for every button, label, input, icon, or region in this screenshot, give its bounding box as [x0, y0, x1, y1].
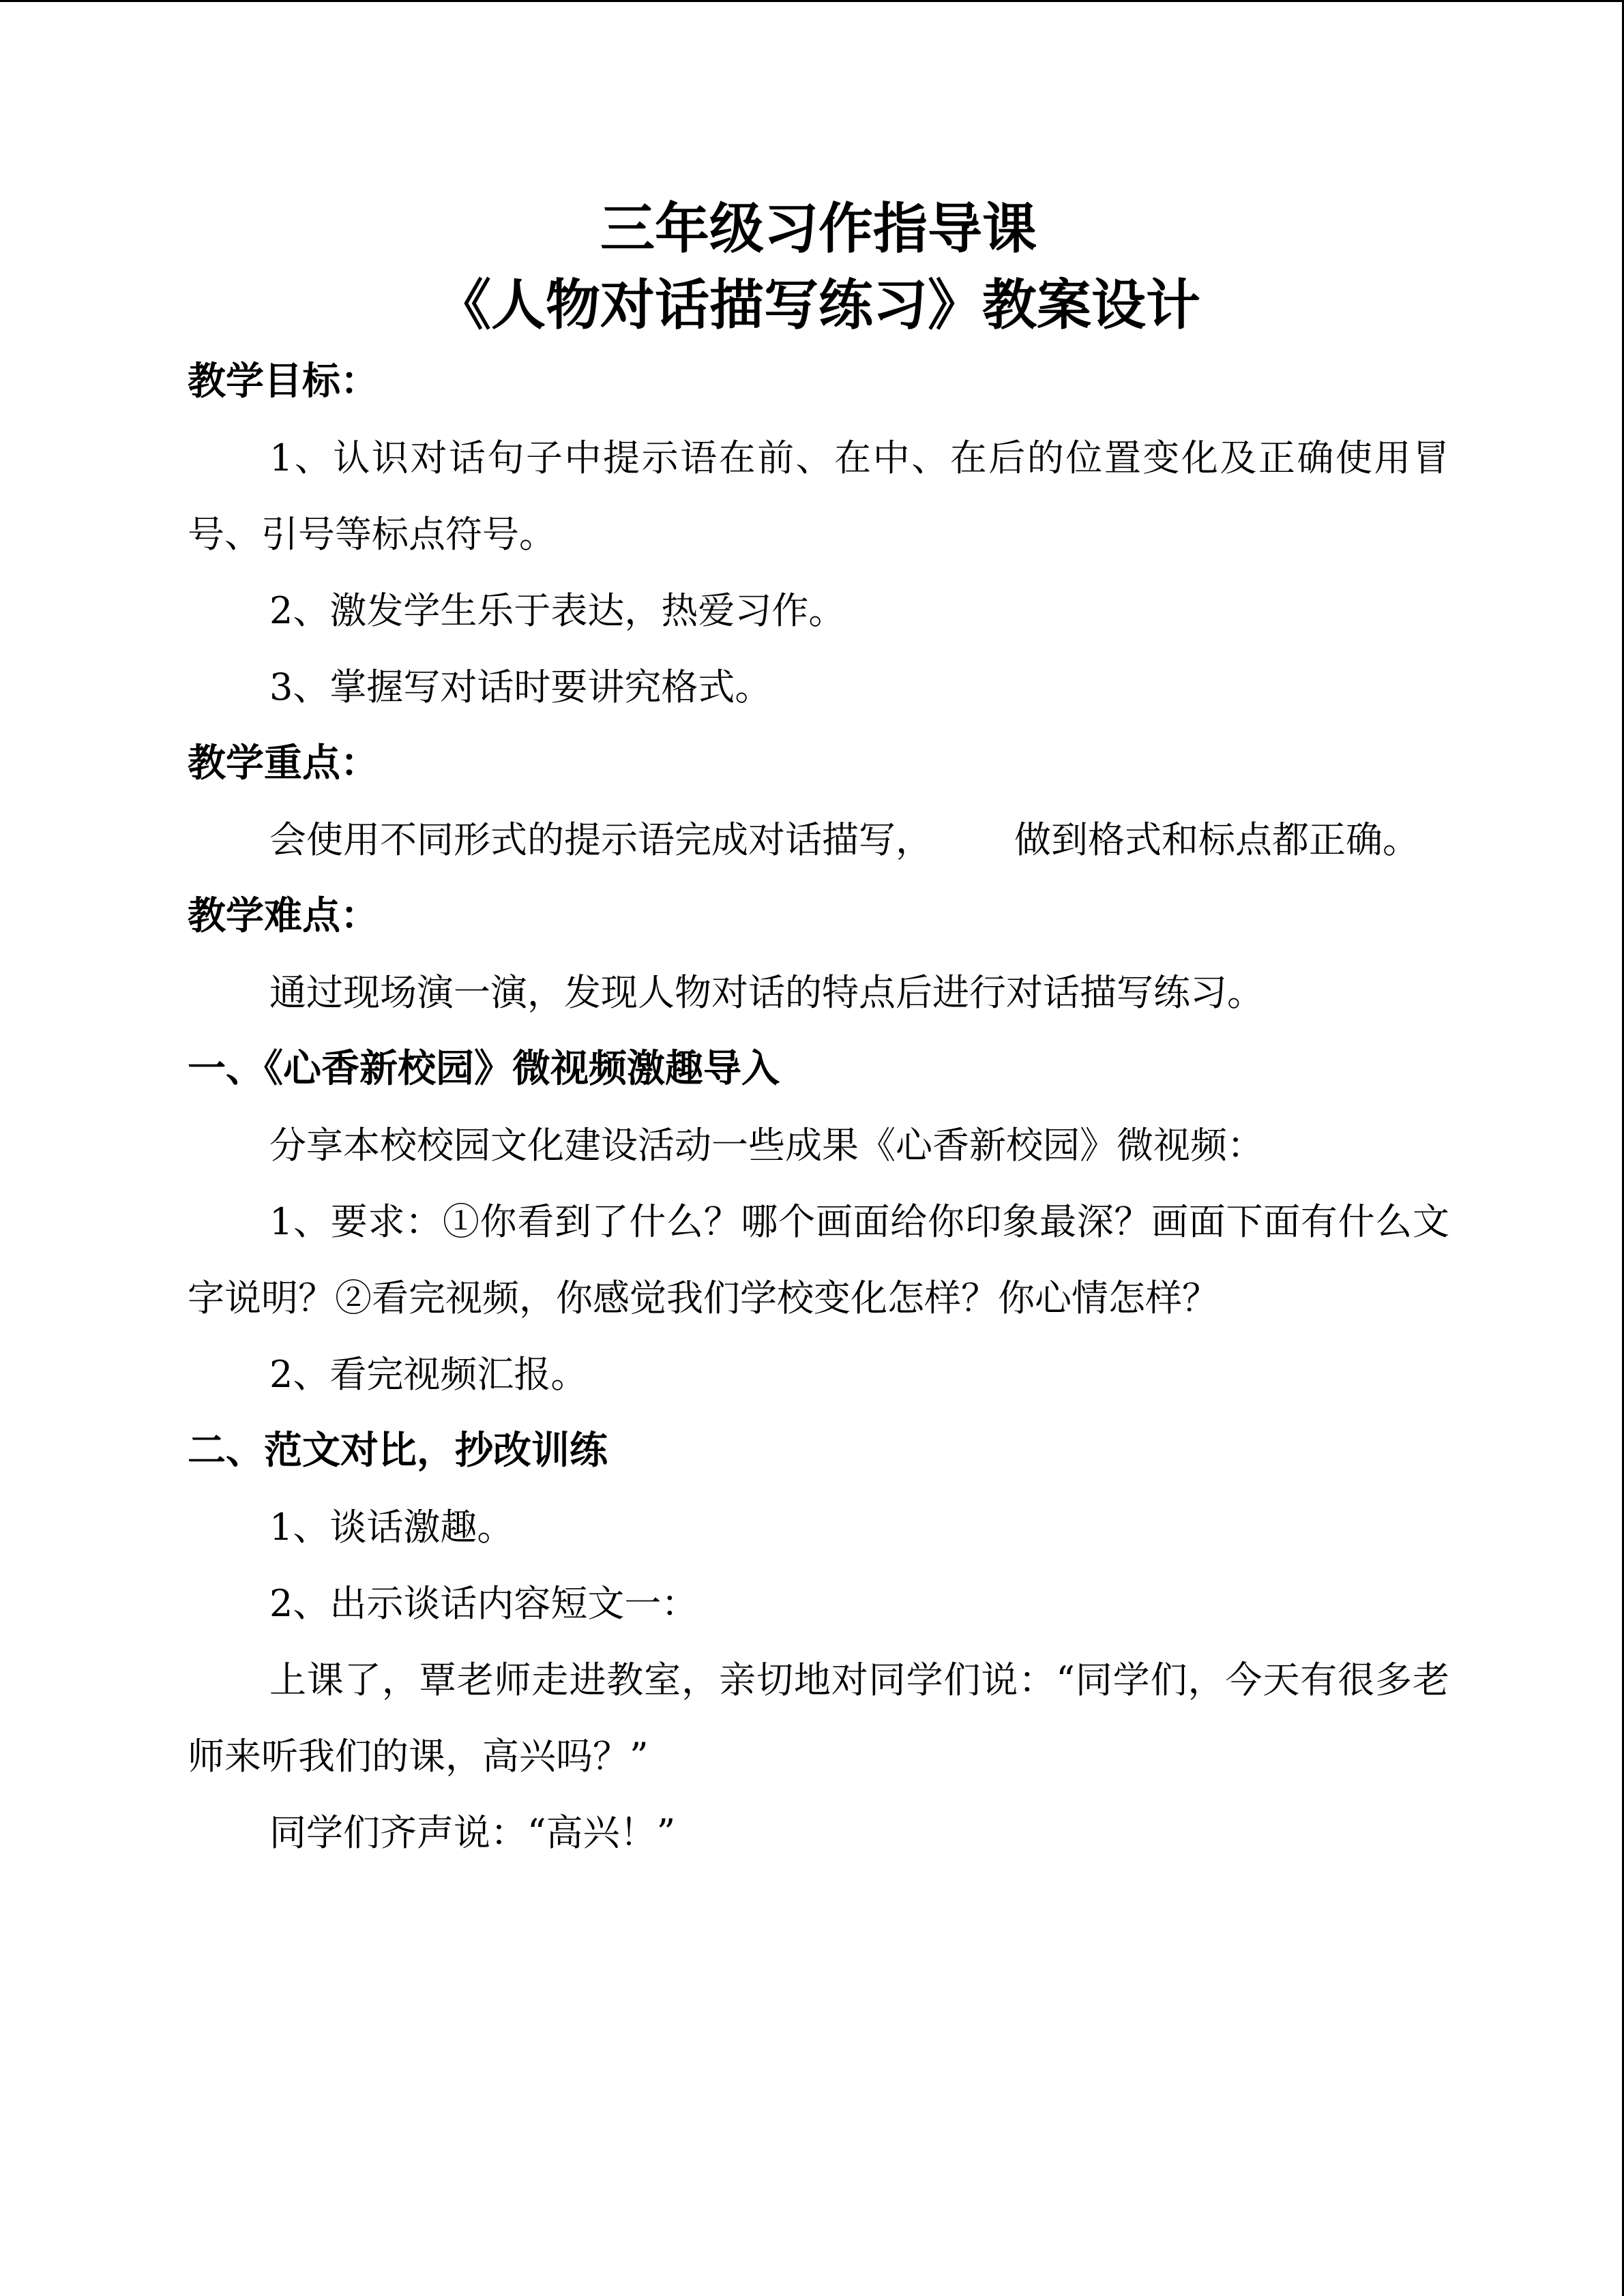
section-one-report: 2、看完视频汇报。: [269, 1353, 588, 1396]
heading-section-one: 一、《心香新校园》微视频激趣导入: [188, 1047, 780, 1091]
lesson-plan-document: [188, 191, 1449, 1871]
title-line-1: 三年级习作指导课: [600, 197, 1037, 260]
heading-teaching-goals: 教学目标：: [188, 359, 379, 404]
title-line-2: 《人物对话描写练习》教案设计: [437, 273, 1200, 337]
key-point-part-2: 做到格式和标点都正确。: [1014, 818, 1419, 861]
heading-key-points: 教学重点：: [188, 741, 379, 786]
sample-text-paragraph-2: 同学们齐声说：“高兴！”: [269, 1811, 676, 1854]
goal-2: 2、激发学生乐于表达，热爱习作。: [269, 589, 846, 632]
goal-3: 3、掌握写对话时要讲究格式。: [269, 666, 772, 709]
section-one-intro: 分享本校校园文化建设活动一些成果《心香新校园》微视频：: [269, 1124, 1264, 1167]
heading-section-two: 二、范文对比，抄改训练: [188, 1429, 608, 1473]
section-one-requirements: 1、要求：①你看到了什么？哪个画面给你印象最深？画面下面有什么文字说明？②看完视频，你感觉我们学校变化怎样？你心情怎样？: [188, 1200, 1449, 1320]
key-point-part-1: 会使用不同形式的提示语完成对话描写，: [269, 818, 932, 861]
difficulty-paragraph: 通过现场演一演，发现人物对话的特点后进行对话描写练习。: [269, 971, 1264, 1014]
key-point-paragraph: [188, 802, 1449, 878]
heading-difficulties: 教学难点：: [188, 894, 379, 938]
section-two-item-1: 1、谈话激趣。: [269, 1506, 514, 1549]
sample-text-paragraph-1: 上课了，覃老师走进教室，亲切地对同学们说：“同学们，今天有很多老师来听我们的课，高兴吗？”: [188, 1658, 1449, 1778]
section-two-item-2: 2、出示谈话内容短文一：: [269, 1582, 698, 1625]
goal-1: 1、认识对话句子中提示语在前、在中、在后的位置变化及正确使用冒号、引号等标点符号。: [188, 436, 1449, 556]
